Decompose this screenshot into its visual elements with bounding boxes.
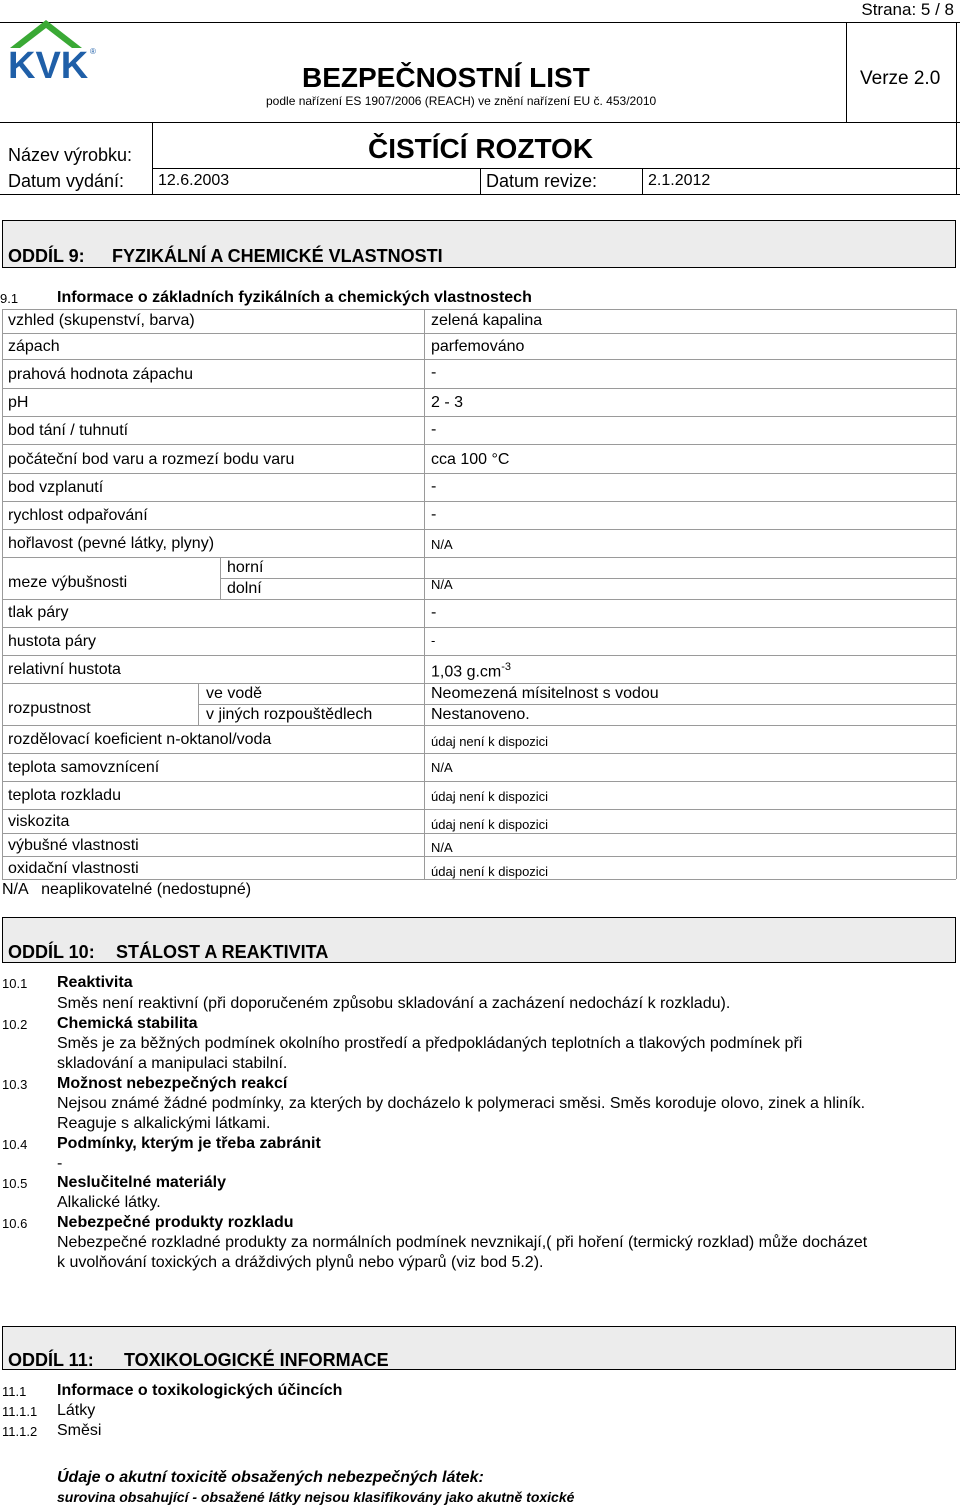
toxicity-note-text: surovina obsahující - obsažené látky nejsou klasifikovány jako akutně toxické — [57, 1489, 575, 1505]
property-value: 1,03 $g.cm^{-3}$ — [431, 661, 512, 681]
issue-label: Datum vydání: — [8, 171, 125, 191]
item-title: Nebezpečné produkty rozkladu — [57, 1214, 294, 1231]
item-number: 10.2 — [2, 1017, 28, 1032]
page-number: Strana: 5 / 8 — [861, 0, 954, 19]
subsection-title: Informace o základních fyzikálních a chemických vlastnostech — [57, 289, 532, 306]
svg-text:®: ® — [90, 47, 96, 56]
item-number: 10.5 — [2, 1176, 28, 1191]
property-label: zápach — [8, 338, 60, 355]
item-number: 10.4 — [2, 1137, 28, 1152]
subsection-number: 9.1 — [0, 291, 19, 306]
item-text: Nebezpečné rozkladné produkty za normálních podmínek nevznikají,( při hoření (termický rozklad) může docházet — [57, 1234, 868, 1251]
revision-label: Datum revize: — [486, 171, 598, 191]
document-title: BEZPEČNOSTNÍ LIST — [302, 62, 590, 93]
item-number: 11.1.1 — [2, 1404, 38, 1419]
property-label: relativní hustota — [8, 661, 121, 678]
property-value: - — [431, 604, 437, 621]
property-label: hořlavost (pevné látky, plyny) — [8, 535, 215, 552]
item-title: Chemická stabilita — [57, 1015, 198, 1032]
item-title: Informace o toxikologických účincích — [57, 1382, 343, 1399]
property-label: prahová hodnota zápachu — [8, 366, 194, 383]
section-9-title: FYZIKÁLNÍ A CHEMICKÉ VLASTNOSTI — [112, 246, 443, 266]
solubility-other-label: v jiných rozpouštědlech — [206, 706, 373, 723]
item-text: Směs je za běžných podmínek okolního prostředí a předpokládaných teplotních a tlakových podmínek při — [57, 1035, 803, 1052]
issue-date: 12.6.2003 — [158, 172, 230, 189]
item-number: 11.1 — [2, 1384, 27, 1399]
property-value: 2 - 3 — [431, 394, 464, 411]
product-name: ČISTÍCÍ ROZTOK — [368, 133, 594, 164]
section-10-number: ODDÍL 10: — [8, 942, 95, 962]
property-label: výbušné vlastnosti — [8, 837, 139, 854]
item-text: Nejsou známé žádné podmínky, za kterých by docházelo k polymeraci směsi. Směs koroduje olovo, zinek a hliník. — [57, 1095, 866, 1112]
property-value: - — [431, 506, 437, 523]
property-label: tlak páry — [8, 604, 69, 621]
item-text: Alkalické látky. — [57, 1194, 161, 1211]
property-label: rozdělovací koeficient n-oktanol/voda — [8, 731, 272, 748]
property-value: N/A — [431, 840, 453, 855]
property-value: zelená kapalina — [431, 312, 543, 329]
property-value: údaj není k dispozici — [431, 817, 549, 832]
item-number: 10.6 — [2, 1216, 28, 1231]
property-value: údaj není k dispozici — [431, 864, 549, 879]
upper-limit-label: horní — [227, 559, 264, 576]
company-logo — [6, 18, 98, 90]
item-number: 10.1 — [2, 976, 28, 991]
property-label: bod tání / tuhnutí — [8, 422, 129, 439]
item-text: Směs není reaktivní (při doporučeném způsobu skladování a zacházení nedochází k rozkladu). — [57, 995, 731, 1012]
property-value: cca 100 °C — [431, 451, 510, 468]
solubility-water-value: Neomezená mísitelnost s vodou — [431, 685, 659, 702]
solubility-water-label: ve vodě — [206, 685, 263, 702]
item-title: Možnost nebezpečných reakcí — [57, 1075, 288, 1092]
item-number: 10.3 — [2, 1077, 28, 1092]
section-10-title: STÁLOST A REAKTIVITA — [116, 942, 329, 962]
revision-date: 2.1.2012 — [648, 172, 711, 189]
property-label: počáteční bod varu a rozmezí bodu varu — [8, 451, 295, 468]
item-text: k uvolňování toxických a dráždivých plynů nebo výparů (viz bod 5.2). — [57, 1254, 544, 1271]
property-value: - — [431, 478, 437, 495]
section-11-title: TOXIKOLOGICKÉ INFORMACE — [124, 1350, 389, 1370]
property-label: bod vzplanutí — [8, 479, 104, 496]
footnote: N/A neaplikovatelné (nedostupné) — [2, 881, 252, 898]
document-subtitle: podle nařízení ES 1907/2006 (REACH) ve znění nařízení EU č. 453/2010 — [266, 94, 657, 108]
property-value: - — [431, 421, 437, 438]
property-label: viskozita — [8, 813, 70, 830]
property-label: rychlost odpařování — [8, 507, 148, 524]
property-value: N/A — [431, 760, 453, 775]
section-9-number: ODDÍL 9: — [8, 246, 85, 266]
item-title: Podmínky, kterým je třeba zabránit — [57, 1135, 321, 1152]
property-value: parfemováno — [431, 338, 525, 355]
property-value: údaj není k dispozici — [431, 789, 549, 804]
property-label: teplota samovznícení — [8, 759, 160, 776]
item-title: Směsi — [57, 1422, 102, 1439]
logo-text: KVK — [8, 45, 89, 87]
property-label: hustota páry — [8, 633, 97, 650]
toxicity-note-heading: Údaje o akutní toxicitě obsažených nebezpečných látek: — [57, 1469, 484, 1486]
property-value: N/A — [431, 537, 453, 552]
lower-limit-label: dolní — [227, 580, 262, 597]
property-value: - — [431, 364, 437, 381]
item-title: Reaktivita — [57, 974, 133, 991]
property-label: pH — [8, 394, 29, 411]
property-value: údaj není k dispozici — [431, 734, 549, 749]
section-11-number: ODDÍL 11: — [8, 1350, 94, 1370]
property-label: oxidační vlastnosti — [8, 860, 139, 877]
item-text: Reaguje s alkalickými látkami. — [57, 1115, 271, 1132]
property-label: rozpustnost — [8, 700, 91, 717]
product-label: Název výrobku: — [8, 145, 133, 165]
property-label: vzhled (skupenství, barva) — [8, 312, 195, 329]
item-text: - — [57, 1155, 63, 1172]
solubility-other-value: Nestanoveno. — [431, 706, 530, 723]
item-text: skladování a manipulaci stabilní. — [57, 1055, 288, 1072]
property-value: N/A — [431, 577, 453, 592]
version-label: Verze 2.0 — [860, 68, 941, 89]
property-label: meze výbušnosti — [8, 574, 128, 591]
property-value: - — [431, 633, 436, 648]
item-number: 11.1.2 — [2, 1424, 38, 1439]
item-title: Neslučitelné materiály — [57, 1174, 226, 1191]
property-label: teplota rozkladu — [8, 787, 121, 804]
item-title: Látky — [57, 1402, 96, 1419]
